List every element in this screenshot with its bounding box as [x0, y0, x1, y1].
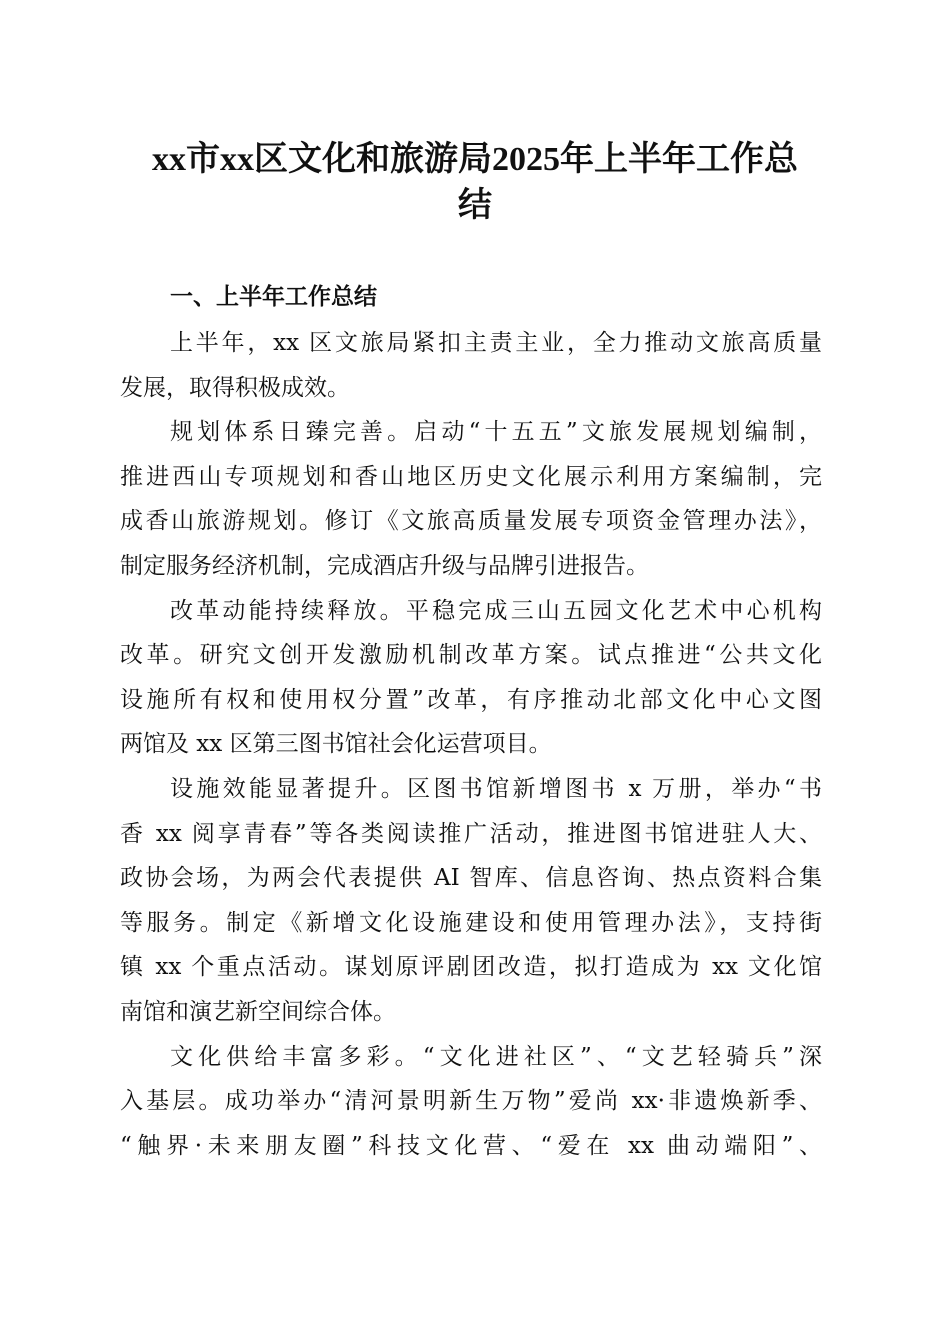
section-heading: 一、上半年工作总结	[170, 284, 377, 310]
paragraph	[120, 321, 822, 410]
document-title-line-1: xx市xx区文化和旅游局2025年上半年工作总	[152, 141, 798, 178]
paragraph	[120, 767, 822, 1035]
paragraph-line: 制定服务经济机制，完成酒店升级与品牌引进报告。	[120, 552, 649, 579]
paragraph	[120, 1035, 822, 1169]
paragraph-line: “触界·未来朋友圈”科技文化营、“爱在 xx 曲动端阳”、	[120, 1132, 822, 1159]
paragraph-line: 成香山旅游规划。修订《文旅高质量发展专项资金管理办法》，	[120, 508, 822, 535]
paragraph-line: 文化供给丰富多彩。“文化进社区”、“文艺轻骑兵”深	[170, 1043, 822, 1070]
paragraph-line: 设施效能显著提升。区图书馆新增图书 x 万册，举办“书	[170, 775, 822, 802]
document-body	[120, 321, 822, 1168]
paragraph-line: 设施所有权和使用权分置”改革，有序推动北部文化中心文图	[120, 686, 822, 713]
paragraph-line: 推进西山专项规划和香山地区历史文化展示利用方案编制，完	[120, 463, 822, 490]
paragraph-line: 入基层。成功举办“清河景明新生万物”爱尚 xx·非遗焕新季、	[120, 1088, 822, 1115]
paragraph-line: 镇 xx 个重点活动。谋划原评剧团改造，拟打造成为 xx 文化馆	[120, 954, 822, 981]
paragraph-line: 政协会场，为两会代表提供 AI 智库、信息咨询、热点资料合集	[120, 865, 822, 892]
document-title-line-2: 结	[458, 187, 492, 224]
paragraph	[120, 410, 822, 588]
paragraph-line: 南馆和演艺新空间综合体。	[120, 998, 396, 1025]
paragraph-line: 香 xx 阅享青春”等各类阅读推广活动，推进图书馆进驻人大、	[120, 820, 822, 847]
paragraph-line: 两馆及 xx 区第三图书馆社会化运营项目。	[120, 731, 552, 758]
paragraph-line: 等服务。制定《新增文化设施建设和使用管理办法》，支持街	[120, 909, 822, 936]
paragraph-line: 发展，取得积极成效。	[120, 374, 350, 401]
paragraph-line: 规划体系日臻完善。启动“十五五”文旅发展规划编制，	[170, 419, 822, 446]
paragraph-line: 改革。研究文创开发激励机制改革方案。试点推进“公共文化	[120, 642, 822, 669]
paragraph-line: 改革动能持续释放。平稳完成三山五园文化艺术中心机构	[170, 597, 822, 624]
paragraph	[120, 589, 822, 767]
paragraph-line: 上半年，xx 区文旅局紧扣主责主业，全力推动文旅高质量	[170, 330, 822, 356]
